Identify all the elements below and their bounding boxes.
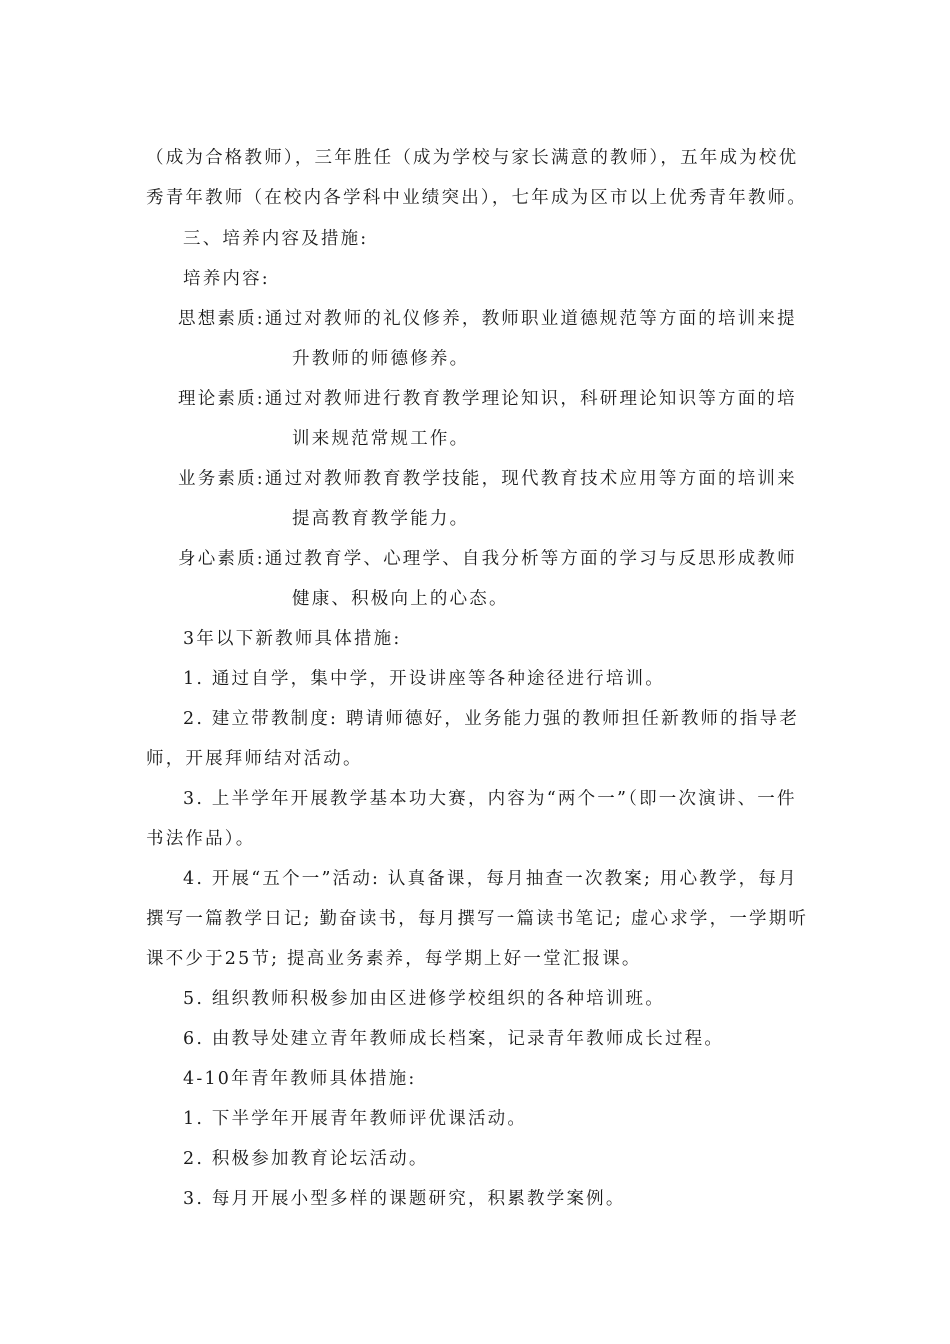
item-label: 业务素质: [178,469,265,489]
subheading: 4-10年青年教师具体措施: [183,1069,417,1089]
text-line: 升教师的师德修养。 [292,349,470,369]
list-item: 2. 积极参加教育论坛活动。 [183,1149,429,1169]
text-line: 撰写一篇教学日记; 勤奋读书，每月撰写一篇读书笔记; 虚心求学，一学期听 [146,909,809,929]
subheading: 3年以下新教师具体措施: [183,629,402,649]
list-item: 6. 由教导处建立青年教师成长档案，记录青年教师成长过程。 [183,1029,725,1049]
quality-item [178,547,797,571]
list-item: 4. 开展“五个一”活动: 认真备课，每月抽查一次教案; 用心教学，每月 [183,869,798,889]
item-text: 通过教育学、心理学、自我分析等方面的学习与反思形成教师 [264,549,797,569]
quality-item [178,387,797,411]
item-text: 通过对教师进行教育教学理论知识，科研理论知识等方面的培 [264,389,797,409]
item-label: 思想素质: [178,309,265,329]
text-line: （成为合格教师），三年胜任（成为学校与家长满意的教师），五年成为校优 [146,148,799,168]
list-item: 3. 每月开展小型多样的课题研究，积累教学案例。 [183,1189,626,1209]
subheading: 培养内容: [183,269,270,289]
text-line: 师，开展拜师结对活动。 [146,749,363,769]
quality-item [178,307,797,331]
item-text: 通过对教师的礼仪修养，教师职业道德规范等方面的培训来提 [264,309,797,329]
item-text: 通过对教师教育教学技能，现代教育技术应用等方面的培训来 [264,469,797,489]
text-line: 秀青年教师（在校内各学科中业绩突出），七年成为区市以上优秀青年教师。 [146,188,808,208]
list-item: 1. 通过自学，集中学，开设讲座等各种途径进行培训。 [183,669,665,689]
item-label: 理论素质: [178,389,265,409]
text-line: 提高教育教学能力。 [292,509,470,529]
item-label: 身心素质: [178,549,265,569]
list-item: 5. 组织教师积极参加由区进修学校组织的各种培训班。 [183,989,665,1009]
quality-item [178,467,797,491]
text-line: 健康、积极向上的心态。 [292,589,509,609]
list-item: 1. 下半学年开展青年教师评优课活动。 [183,1109,528,1129]
text-line: 书法作品）。 [146,829,256,849]
list-item: 2. 建立带教制度: 聘请师德好，业务能力强的教师担任新教师的指导老 [183,709,800,729]
text-line: 课不少于25节; 提高业务素养，每学期上好一堂汇报课。 [146,949,642,969]
list-item: 3. 上半学年开展教学基本功大赛，内容为“两个一”（即一次演讲、一件 [183,789,797,809]
section-heading: 三、培养内容及措施: [183,229,369,249]
text-line: 训来规范常规工作。 [292,429,470,449]
